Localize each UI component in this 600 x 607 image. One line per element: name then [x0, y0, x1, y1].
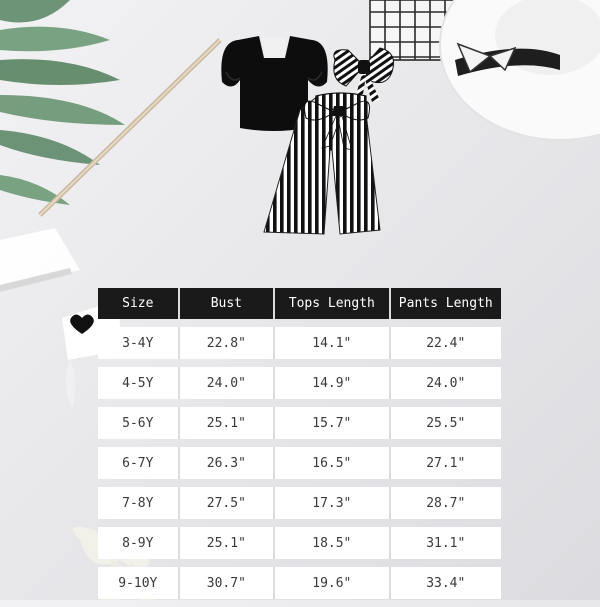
- table-row: [98, 327, 501, 359]
- table-row: [98, 567, 501, 599]
- tops-length-cell: 16.5": [273, 447, 388, 479]
- pants-length-cell: 25.5": [389, 407, 501, 439]
- size-cell: 3-4Y: [98, 327, 178, 359]
- size-cell: 7-8Y: [98, 487, 178, 519]
- bust-cell: 25.1": [178, 407, 274, 439]
- size-cell: 8-9Y: [98, 527, 178, 559]
- size-chart-table: [98, 280, 501, 607]
- header-tops-length: Tops Length: [273, 288, 388, 319]
- bust-cell: 22.8": [178, 327, 274, 359]
- bust-cell: 26.3": [178, 447, 274, 479]
- tops-length-cell: 15.7": [273, 407, 388, 439]
- sun-hat-icon: [440, 0, 600, 140]
- pants-length-cell: 31.1": [389, 527, 501, 559]
- tops-length-cell: 19.6": [273, 567, 388, 599]
- table-row: [98, 487, 501, 519]
- size-cell: 6-7Y: [98, 447, 178, 479]
- bust-cell: 27.5": [178, 487, 274, 519]
- size-cell: 9-10Y: [98, 567, 178, 599]
- table-row: [98, 407, 501, 439]
- bust-cell: 30.7": [178, 567, 274, 599]
- header-pants-length: Pants Length: [389, 288, 501, 319]
- bust-cell: 24.0": [178, 367, 274, 399]
- pants-length-cell: 33.4": [389, 567, 501, 599]
- table-row: [98, 447, 501, 479]
- size-chart-header-row: [98, 288, 501, 319]
- pants-length-cell: 27.1": [389, 447, 501, 479]
- tops-length-cell: 18.5": [273, 527, 388, 559]
- pants-length-cell: 24.0": [389, 367, 501, 399]
- size-cell: 4-5Y: [98, 367, 178, 399]
- pants-length-cell: 28.7": [389, 487, 501, 519]
- table-row: [98, 367, 501, 399]
- tops-length-cell: 17.3": [273, 487, 388, 519]
- table-row: [98, 527, 501, 559]
- tops-length-cell: 14.9": [273, 367, 388, 399]
- header-bust: Bust: [178, 288, 274, 319]
- size-cell: 5-6Y: [98, 407, 178, 439]
- header-size: Size: [98, 288, 178, 319]
- palm-leaf-icon: [0, 0, 125, 205]
- bust-cell: 25.1": [178, 527, 274, 559]
- tops-length-cell: 14.1": [273, 327, 388, 359]
- pants-length-cell: 22.4": [389, 327, 501, 359]
- notebook-icon: [0, 228, 80, 292]
